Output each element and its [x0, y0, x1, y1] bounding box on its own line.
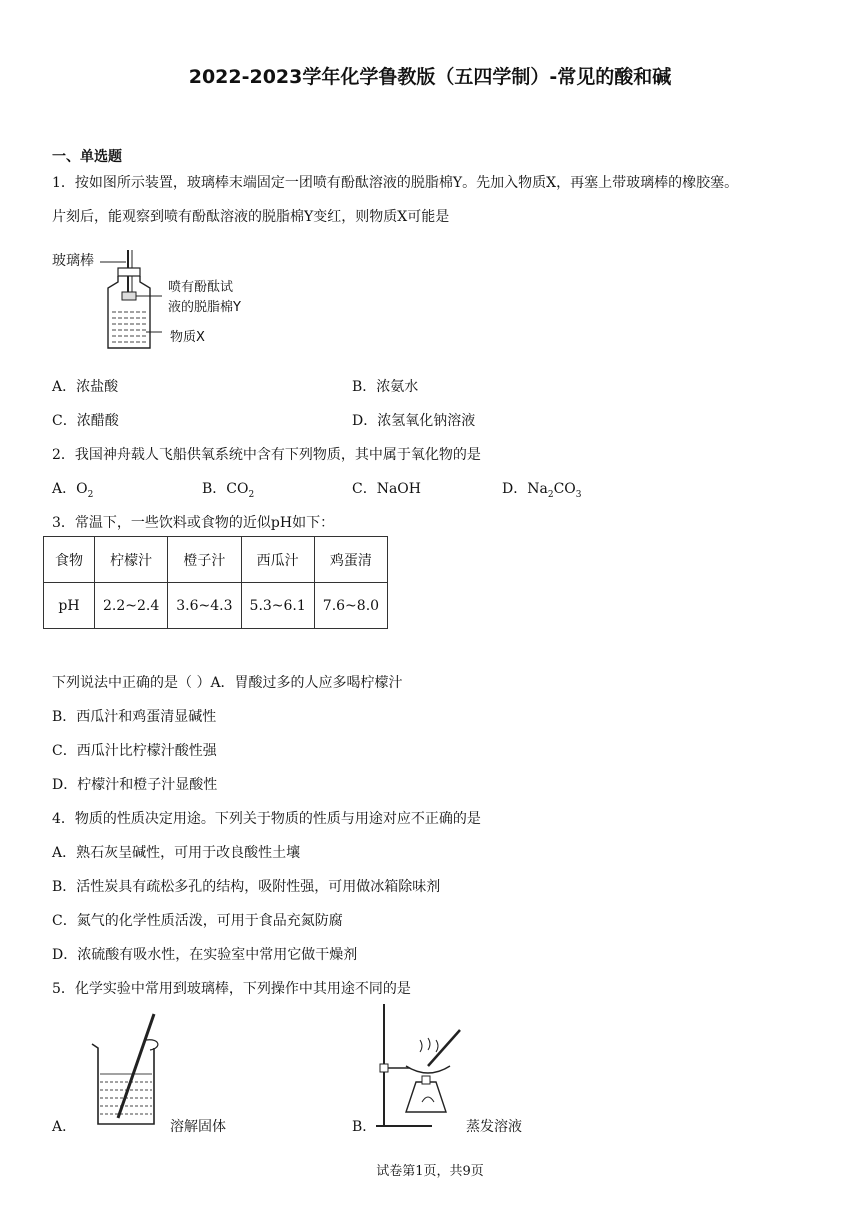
q5-option-a-letter: A． [52, 1119, 77, 1135]
q5-stem: 5．化学实验中常用到玻璃棒，下列操作中其用途不同的是 [52, 981, 411, 997]
table-cell: 橙子汁 [168, 537, 241, 583]
evaporation-figure [376, 1002, 476, 1132]
q2-option-c: C．NaOH [352, 481, 421, 497]
ph-table [43, 536, 388, 629]
beaker-icon [88, 1010, 168, 1130]
substance-x-label: 物质X [170, 330, 205, 345]
q1-stem-line1: 1．按如图所示装置，玻璃棒末端固定一团喷有酚酞溶液的脱脂棉Y。先加入物质X，再塞上带玻璃棒的橡胶塞。 [52, 175, 739, 191]
q3-question-line: 下列说法中正确的是（ ）A．胃酸过多的人应多喝柠檬汁 [52, 675, 403, 691]
q4-option-c: C．氮气的化学性质活泼，可用于食品充氮防腐 [52, 913, 343, 929]
q2-option-a: A．$O_2$ [52, 481, 94, 500]
q3-option-b: B．西瓜汁和鸡蛋清显碱性 [52, 709, 217, 725]
q5-option-a-caption: 溶解固体 [170, 1119, 226, 1135]
q1-option-d: D．浓氢氧化钠溶液 [352, 413, 476, 429]
q5-option-b-letter: B． [352, 1119, 377, 1135]
q4-option-b: B．活性炭具有疏松多孔的结构，吸附性强，可用做冰箱除味剂 [52, 879, 441, 895]
q2-option-d: D．$Na_2CO_3$ [502, 481, 582, 500]
q4-stem: 4．物质的性质决定用途。下列关于物质的性质与用途对应不正确的是 [52, 811, 481, 827]
q1-option-a: A．浓盐酸 [52, 379, 119, 395]
q1-option-c: C．浓醋酸 [52, 413, 119, 429]
section-heading: 一、单选题 [52, 149, 122, 165]
table-cell: pH [44, 583, 95, 629]
q4-option-d: D．浓硫酸有吸水性，在实验室中常用它做干燥剂 [52, 947, 358, 963]
beaker-stirring-figure [88, 1010, 168, 1130]
cotton-label-line1: 喷有酚酞试 [168, 280, 234, 295]
table-row [44, 537, 388, 583]
table-cell: 西瓜汁 [241, 537, 314, 583]
page-title: 2022-2023学年化学鲁教版（五四学制）-常见的酸和碱 [188, 66, 672, 88]
table-cell: 5.3~6.1 [241, 583, 314, 629]
table-cell: 7.6~8.0 [314, 583, 387, 629]
table-cell: 鸡蛋清 [314, 537, 387, 583]
table-row [44, 583, 388, 629]
evaporation-stand-icon [376, 1002, 476, 1132]
q1-apparatus-figure [50, 248, 270, 353]
table-cell: 2.2~2.4 [95, 583, 168, 629]
q3-option-d: D．柠檬汁和橙子汁显酸性 [52, 777, 218, 793]
table-cell: 食物 [44, 537, 95, 583]
q1-option-b: B．浓氨水 [352, 379, 419, 395]
rod-label: 玻璃棒 [52, 253, 94, 269]
q1-stem-line2: 片刻后，能观察到喷有酚酞溶液的脱脂棉Y变红，则物质X可能是 [52, 209, 450, 225]
table-cell: 3.6~4.3 [168, 583, 241, 629]
page-footer: 试卷第1页，共9页 [376, 1164, 484, 1179]
q2-option-b: B．$CO_2$ [202, 481, 255, 500]
q5-option-b-caption: 蒸发溶液 [466, 1119, 522, 1135]
cotton-label-line2: 液的脱脂棉Y [168, 300, 241, 315]
table-cell: 柠檬汁 [95, 537, 168, 583]
q3-option-c: C．西瓜汁比柠檬汁酸性强 [52, 743, 217, 759]
q2-stem: 2．我国神舟载人飞船供氧系统中含有下列物质，其中属于氧化物的是 [52, 447, 481, 463]
q3-stem: 3．常温下，一些饮料或食物的近似pH如下： [52, 515, 335, 531]
q4-option-a: A．熟石灰呈碱性，可用于改良酸性土壤 [52, 845, 301, 861]
